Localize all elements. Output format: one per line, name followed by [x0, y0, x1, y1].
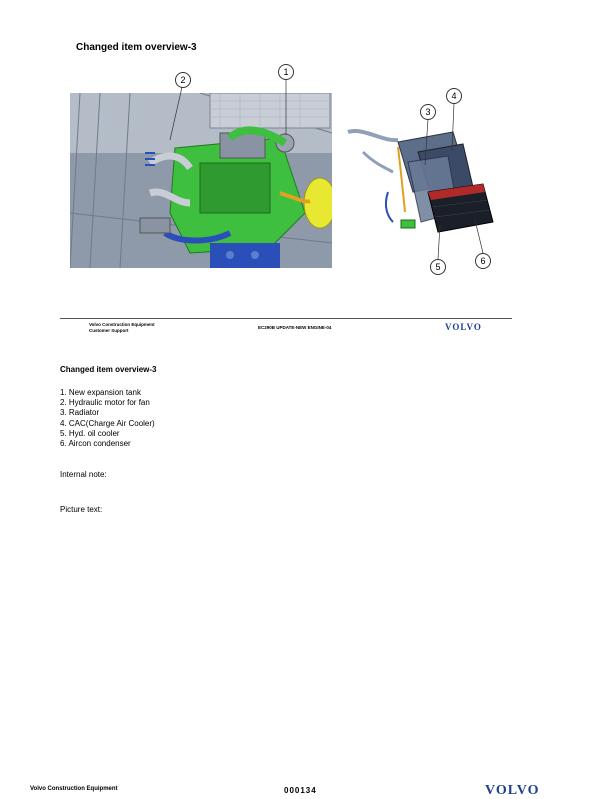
list-item: 1. New expansion tank [60, 388, 141, 397]
list-item: 3. Radiator [60, 408, 100, 418]
picture-text-label: Picture text: [60, 505, 103, 514]
slide-footer-company [89, 322, 155, 333]
list-item: 5. Hyd. oil cooler [60, 428, 120, 438]
list-item: 4. CAC(Charge Air Cooler) [60, 418, 155, 428]
slide-title: Changed item overview-3 [76, 42, 197, 53]
slide-footer-company-line2: Customer Support [89, 327, 129, 333]
page-footer-volvo-logo: VOLVO [485, 783, 540, 798]
notes-item-list [60, 388, 155, 449]
list-item: 2. Hydraulic motor for fan [60, 398, 150, 408]
internal-note-label: Internal note: [60, 470, 107, 479]
callout-2: 2 [175, 72, 191, 88]
slide-footer-company-line1: Volvo Construction Equipment [89, 322, 155, 327]
callout-leader-lines [0, 0, 612, 300]
page-number: 000134 [284, 786, 317, 795]
callout-6: 6 [475, 253, 491, 269]
notes-title: Changed item overview-3 [60, 365, 157, 374]
slide-footer-volvo-logo: VOLVO [445, 322, 482, 332]
slide-footer-center-text: EC290B UPDATE-NEW ENGINE-04 [258, 325, 332, 330]
slide-footer-rule [60, 318, 512, 319]
list-item: 6. Aircon condenser [60, 439, 131, 449]
callout-5: 5 [430, 259, 446, 275]
callout-4: 4 [446, 88, 462, 104]
callout-1: 1 [278, 64, 294, 80]
page-footer-company: Volvo Construction Equipment [30, 786, 118, 792]
callout-3: 3 [420, 104, 436, 120]
